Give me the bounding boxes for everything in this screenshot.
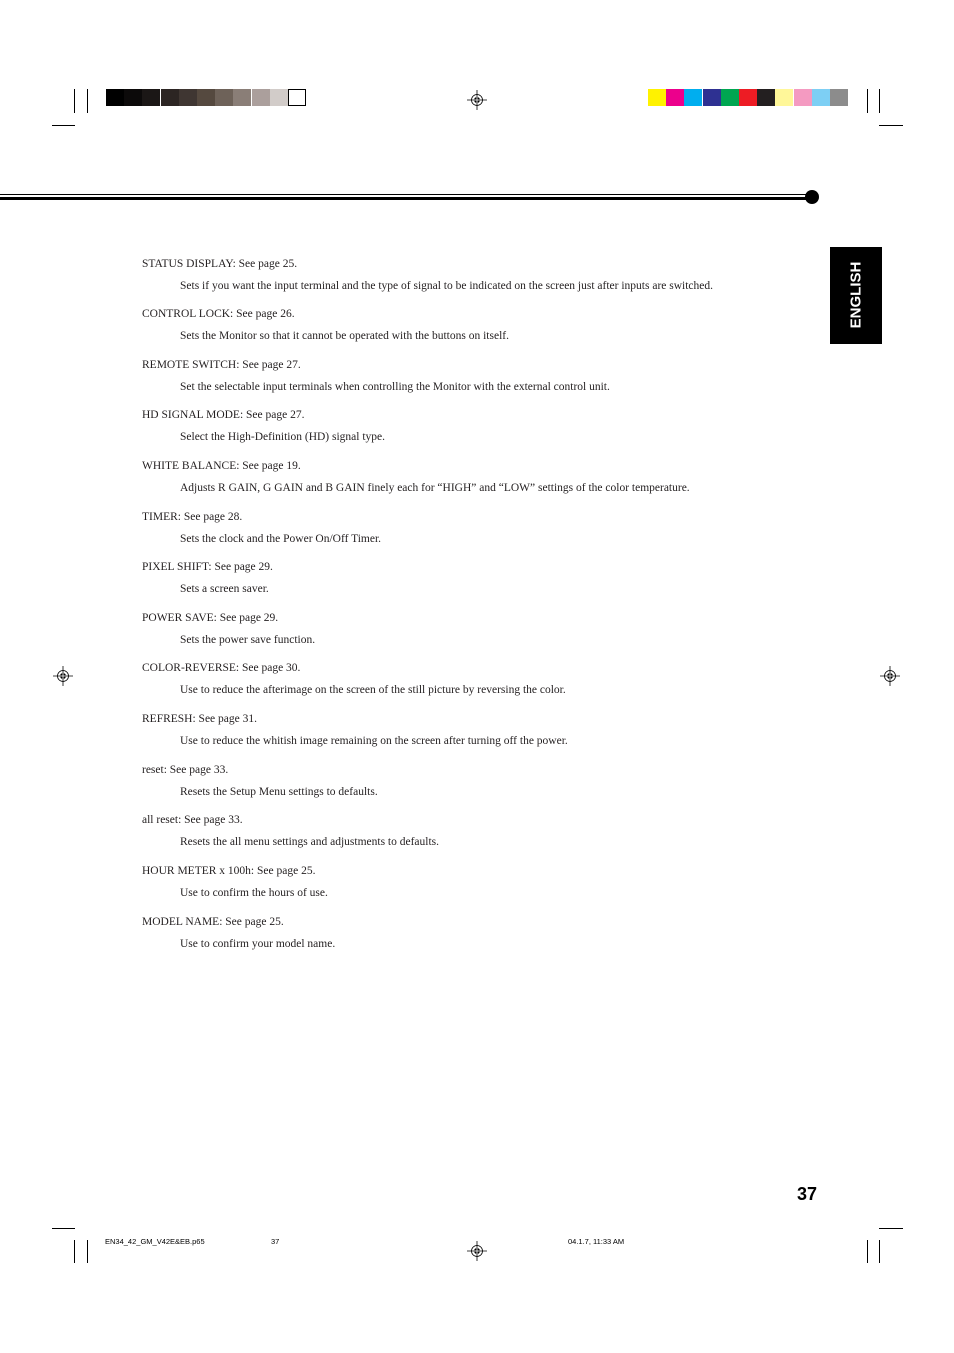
entry-description: Sets the clock and the Power On/Off Timer. xyxy=(180,533,382,545)
color-swatch xyxy=(215,89,233,106)
entry-title: HD SIGNAL MODE: See page 27. xyxy=(142,409,305,421)
registration-target-icon xyxy=(880,666,900,686)
entry-title: WHITE BALANCE: See page 19. xyxy=(142,460,301,472)
entry-description: Sets the power save function. xyxy=(180,634,316,646)
color-swatch xyxy=(106,89,124,106)
entry-title: MODEL NAME: See page 25. xyxy=(142,916,284,928)
color-swatch xyxy=(775,89,793,106)
color-swatch xyxy=(197,89,215,106)
color-swatch xyxy=(142,89,160,106)
entry-title: reset: See page 33. xyxy=(142,764,229,776)
language-tab-label: ENGLISH xyxy=(847,261,865,329)
color-swatch xyxy=(252,89,270,106)
color-swatch xyxy=(270,89,288,106)
entry-description: Use to reduce the whitish image remaining on the screen after turning off the power. xyxy=(180,735,568,747)
color-swatch xyxy=(757,89,775,106)
color-swatch xyxy=(703,89,721,106)
entry-title: REMOTE SWITCH: See page 27. xyxy=(142,359,301,371)
color-swatch xyxy=(179,89,197,106)
language-tab xyxy=(830,247,882,344)
registration-target-icon xyxy=(467,1241,487,1261)
color-swatch xyxy=(794,89,812,106)
color-swatch xyxy=(721,89,739,106)
entry-title: COLOR-REVERSE: See page 30. xyxy=(142,662,301,674)
color-swatch xyxy=(648,89,666,106)
entry-title: CONTROL LOCK: See page 26. xyxy=(142,308,295,320)
registration-target-icon xyxy=(53,666,73,686)
color-swatch xyxy=(830,89,848,106)
footer-timestamp: 04.1.7, 11:33 AM xyxy=(568,1237,625,1246)
color-swatch xyxy=(739,89,757,106)
color-swatch xyxy=(812,89,830,106)
entry-title: POWER SAVE: See page 29. xyxy=(142,612,279,624)
color-swatch xyxy=(161,89,179,106)
entry-description: Use to confirm your model name. xyxy=(180,938,336,950)
entry-description: Resets the all menu settings and adjustments to defaults. xyxy=(180,836,440,848)
entry-description: Use to reduce the afterimage on the screen of the still picture by reversing the color. xyxy=(180,684,566,696)
entry-description: Sets a screen saver. xyxy=(180,583,269,595)
color-swatch xyxy=(666,89,684,106)
entry-description: Select the High-Definition (HD) signal type. xyxy=(180,431,386,443)
entry-title: TIMER: See page 28. xyxy=(142,511,243,523)
color-swatch xyxy=(233,89,251,106)
color-swatch xyxy=(124,89,142,106)
entry-title: PIXEL SHIFT: See page 29. xyxy=(142,561,273,573)
entry-description: Sets the Monitor so that it cannot be operated with the buttons on itself. xyxy=(180,330,509,342)
entry-title: HOUR METER x 100h: See page 25. xyxy=(142,865,316,877)
entry-description: Adjusts R GAIN, G GAIN and B GAIN finely each for “HIGH” and “LOW” settings of the color temperature. xyxy=(180,482,690,494)
entry-description: Set the selectable input terminals when controlling the Monitor with the external control unit. xyxy=(180,381,610,393)
registration-target-icon xyxy=(467,90,487,110)
entry-title: all reset: See page 33. xyxy=(142,814,243,826)
color-swatch xyxy=(684,89,702,106)
entry-title: STATUS DISPLAY: See page 25. xyxy=(142,258,298,270)
entry-description: Use to confirm the hours of use. xyxy=(180,887,328,899)
page-number: 37 xyxy=(797,1184,818,1204)
entry-title: REFRESH: See page 31. xyxy=(142,713,257,725)
footer-page: 37 xyxy=(271,1237,280,1246)
color-swatch xyxy=(288,89,306,106)
entry-description: Resets the Setup Menu settings to defaults. xyxy=(180,786,378,798)
footer-filename: EN34_42_GM_V42E&EB.p65 xyxy=(105,1237,205,1246)
entry-description: Sets if you want the input terminal and the type of signal to be indicated on the screen just after inputs are switched. xyxy=(180,280,714,292)
